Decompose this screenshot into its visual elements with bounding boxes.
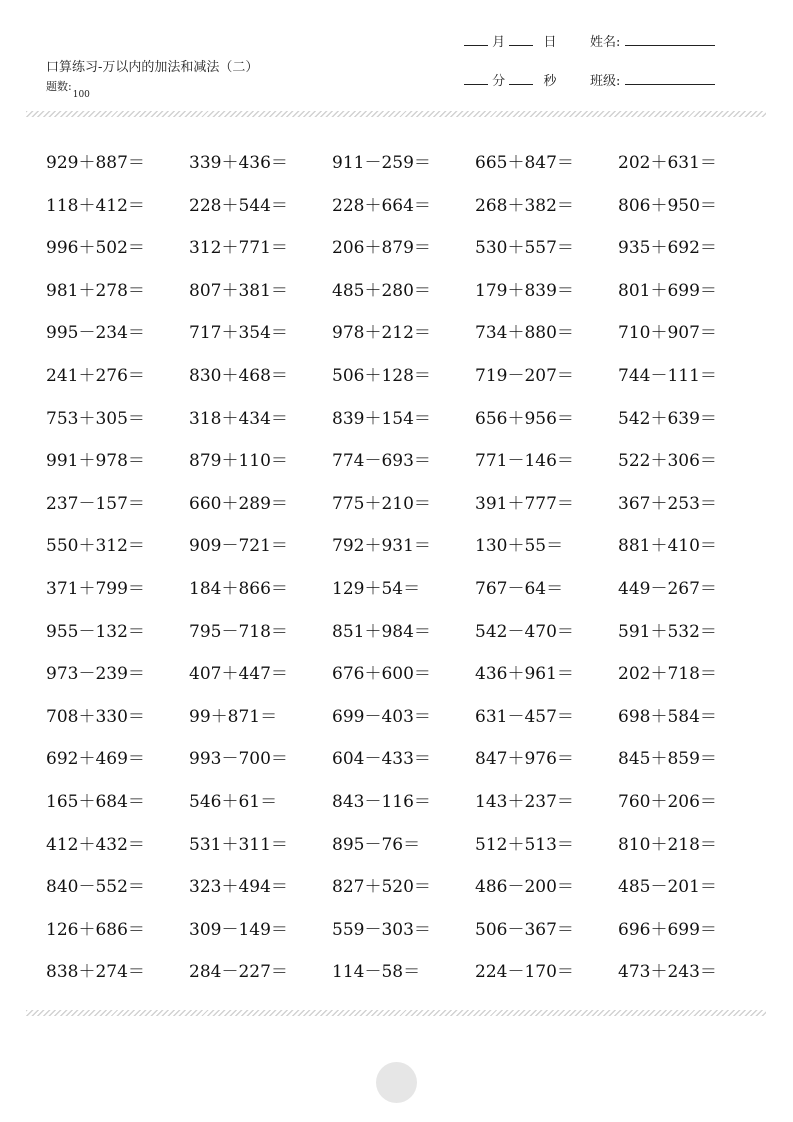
problem-item: 228＋664＝ (332, 195, 431, 216)
problem-item: 838＋274＝ (46, 962, 145, 983)
problem-item: 929＋887＝ (46, 153, 145, 173)
problem-item: 506－367＝ (475, 919, 574, 940)
problem-item: 801＋699＝ (618, 280, 717, 301)
second-label: 秒 (543, 74, 557, 89)
problem-item: 696＋699＝ (618, 919, 717, 940)
problem-item: 955－132＝ (46, 621, 145, 642)
problem-item: 318＋434＝ (189, 408, 288, 429)
problem-item: 656＋956＝ (475, 408, 574, 429)
problem-item: 486－200＝ (475, 877, 574, 898)
problem-item: 118＋412＝ (46, 195, 145, 216)
problem-item: 268＋382＝ (475, 195, 574, 216)
problem-item: 485－201＝ (618, 877, 717, 898)
problem-item: 241＋276＝ (46, 365, 145, 386)
minute-label: 分 (492, 74, 506, 89)
problem-item: 935＋692＝ (618, 238, 717, 259)
problem-item: 542－470＝ (475, 621, 574, 642)
problem-item: 631－457＝ (475, 706, 574, 727)
problem-item: 760＋206＝ (618, 791, 717, 812)
problem-item: 550＋312＝ (46, 536, 145, 557)
problem-grid (46, 142, 766, 994)
problem-item: 810＋218＝ (618, 834, 717, 855)
problem-item: 771－146＝ (475, 451, 574, 472)
problem-item: 206＋879＝ (332, 238, 431, 259)
problem-item: 734＋880＝ (475, 323, 574, 344)
problem-item: 130＋55＝ (475, 536, 564, 557)
problem-item: 911－259＝ (332, 153, 431, 173)
problem-item: 99＋871＝ (189, 706, 278, 727)
problem-item: 531＋311＝ (189, 834, 288, 855)
problem-item: 546＋61＝ (189, 791, 278, 812)
problem-item: 909－721＝ (189, 536, 288, 557)
problem-item: 843－116＝ (332, 791, 431, 812)
problem-item: 665＋847＝ (475, 153, 574, 173)
time-field[interactable] (464, 73, 556, 90)
name-blank[interactable] (625, 34, 715, 46)
problem-item: 699－403＝ (332, 706, 431, 727)
problem-item: 995－234＝ (46, 323, 145, 344)
problem-item: 753＋305＝ (46, 408, 145, 429)
problem-item: 692＋469＝ (46, 749, 145, 770)
top-divider (26, 111, 766, 117)
problem-item: 506＋128＝ (332, 365, 431, 386)
problem-item: 367＋253＝ (618, 493, 717, 514)
problem-item: 795－718＝ (189, 621, 288, 642)
problem-item: 830＋468＝ (189, 365, 288, 386)
problem-item: 710＋907＝ (618, 323, 717, 344)
problem-item: 676＋600＝ (332, 664, 431, 685)
month-label: 月 (492, 35, 506, 50)
problem-item: 473＋243＝ (618, 962, 717, 983)
problem-item: 530＋557＝ (475, 238, 574, 259)
problem-item: 827＋520＝ (332, 877, 431, 898)
problem-item: 143＋237＝ (475, 791, 574, 812)
problem-item: 981＋278＝ (46, 280, 145, 301)
problem-item: 114－58＝ (332, 962, 421, 983)
problem-item: 775＋210＝ (332, 493, 431, 514)
problem-item: 879＋110＝ (189, 451, 288, 472)
problem-item: 512＋513＝ (475, 834, 574, 855)
problem-item: 839＋154＝ (332, 408, 431, 429)
problem-item: 224－170＝ (475, 962, 574, 983)
problem-item: 708＋330＝ (46, 706, 145, 727)
day-label: 日 (543, 35, 557, 50)
problem-item: 847＋976＝ (475, 749, 574, 770)
problem-item: 371＋799＝ (46, 578, 145, 599)
problem-item: 559－303＝ (332, 919, 431, 940)
problem-item: 698＋584＝ (618, 706, 717, 727)
problem-item: 717＋354＝ (189, 323, 288, 344)
problem-item: 881＋410＝ (618, 536, 717, 557)
problem-item: 845＋859＝ (618, 749, 717, 770)
worksheet-title: 口算练习-万以内的加法和减法（二） (46, 60, 259, 75)
problem-item: 184＋866＝ (189, 578, 288, 599)
class-field[interactable] (590, 73, 715, 90)
problem-count-label: 题数: (46, 80, 72, 93)
problem-item: 991＋978＝ (46, 451, 145, 472)
problem-item: 851＋984＝ (332, 621, 431, 642)
problem-item: 412＋432＝ (46, 834, 145, 855)
problem-count (46, 78, 90, 100)
name-field[interactable] (590, 34, 715, 51)
problem-item: 339＋436＝ (189, 153, 288, 173)
problem-item: 978＋212＝ (332, 323, 431, 344)
problem-item: 237－157＝ (46, 493, 145, 514)
day-blank[interactable] (509, 34, 533, 46)
problem-item: 284－227＝ (189, 962, 288, 983)
problem-item: 485＋280＝ (332, 280, 431, 301)
class-blank[interactable] (625, 73, 715, 85)
problem-item: 179＋839＝ (475, 280, 574, 301)
month-blank[interactable] (464, 34, 488, 46)
problem-item: 228＋544＝ (189, 195, 288, 216)
problem-item: 660＋289＝ (189, 493, 288, 514)
problem-item: 522＋306＝ (618, 451, 717, 472)
problem-item: 449－267＝ (618, 578, 717, 599)
problem-item: 719－207＝ (475, 365, 574, 386)
bottom-divider (26, 1010, 766, 1016)
name-label: 姓名: (590, 35, 621, 50)
problem-item: 165＋684＝ (46, 791, 145, 812)
problem-item: 129＋54＝ (332, 578, 421, 599)
problem-item: 202＋631＝ (618, 153, 717, 173)
second-blank[interactable] (509, 73, 533, 85)
problem-item: 407＋447＝ (189, 664, 288, 685)
problem-item: 807＋381＝ (189, 280, 288, 301)
problem-count-value: 100 (72, 90, 90, 100)
problem-item: 312＋771＝ (189, 238, 288, 259)
problem-item: 591＋532＝ (618, 621, 717, 642)
problem-item: 840－552＝ (46, 877, 145, 898)
problem-item: 774－693＝ (332, 451, 431, 472)
problem-item: 895－76＝ (332, 834, 421, 855)
problem-item: 792＋931＝ (332, 536, 431, 557)
problem-item: 744－111＝ (618, 365, 717, 386)
problem-item: 323＋494＝ (189, 877, 288, 898)
problem-item: 309－149＝ (189, 919, 288, 940)
minute-blank[interactable] (464, 73, 488, 85)
problem-item: 391＋777＝ (475, 493, 574, 514)
problem-item: 126＋686＝ (46, 919, 145, 940)
problem-item: 806＋950＝ (618, 195, 717, 216)
problem-item: 973－239＝ (46, 664, 145, 685)
problem-item: 202＋718＝ (618, 664, 717, 685)
page-indicator (376, 1062, 417, 1103)
problem-item: 767－64＝ (475, 578, 564, 599)
problem-item: 996＋502＝ (46, 238, 145, 259)
problem-item: 542＋639＝ (618, 408, 717, 429)
problem-item: 993－700＝ (189, 749, 288, 770)
date-field[interactable] (464, 34, 556, 51)
problem-item: 604－433＝ (332, 749, 431, 770)
problem-item: 436＋961＝ (475, 664, 574, 685)
class-label: 班级: (590, 74, 621, 89)
